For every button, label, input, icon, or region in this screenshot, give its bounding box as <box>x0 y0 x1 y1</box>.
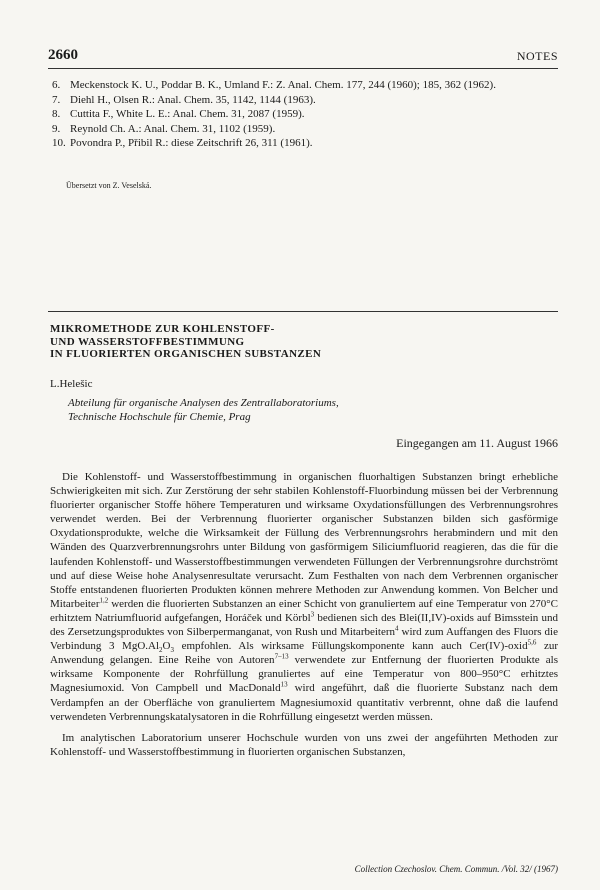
translator-note: Übersetzt von Z. Veselská. <box>66 181 152 190</box>
reference-list <box>52 78 558 151</box>
reference-item: 7. Diehl H., Olsen R.: Anal. Chem. 35, 1142, 1144 (1963). <box>52 93 316 106</box>
journal-footer: Collection Czechoslov. Chem. Commun. /Vol. 32/ (1967) <box>354 864 558 874</box>
paragraph: Im analytischen Laboratorium unserer Hochschule wurden von uns zwei der angeführten Methoden zur Kohlenstoff- und Wasserstoffbestimmung in fluorierten organischen Substanzen, <box>50 731 558 758</box>
reference-item: 8. Cuttita F., White L. E.: Anal. Chem. 31, 2087 (1959). <box>52 108 305 120</box>
author-name: L.Helešic <box>50 378 93 390</box>
running-header <box>48 47 558 65</box>
reference-item: 10. Povondra P., Přibil R.: diese Zeitschrift 26, 311 (1961). <box>52 137 313 149</box>
article-body <box>50 470 558 766</box>
header-rule <box>48 68 558 69</box>
page-number: 2660 <box>48 47 78 63</box>
reference-item: 9. Reynold Ch. A.: Anal. Chem. 31, 1102 (1959). <box>52 122 276 135</box>
received-date: Eingegangen am 11. August 1966 <box>396 436 558 450</box>
paragraph: Die Kohlenstoff- und Wasserstoffbestimmung in organischen fluorhaltigen Substanzen bringt erhebliche Schwierigkeiten mit sich. Zur Zerstörung der sehr stabilen Kohlenstoff-Fluorbindung müssen bei der Verbrennung fluorierter organischer Stoffe höhere Temperaturen und wirksame Oxydationsfüllungen des Verbrennungsrohres verwendet werden. Bei der Verbrennung fluorierter organischer Substanzen bilden sich gasförmige Oxydationsprodukte, welche die Wirksamkeit der Füllung des Verbrennungsrohrs herabmindern und mit den Wänden des Quarzverbrennungsrohrs unter Bildung von gasförmigem Siliciumfluorid reagieren, das die für die laufenden Kohlenstoff- und Wasserstoffbestimmungen verwendeten Füllungen der Verbrennungsrohre durchströmt und auf diese Weise hohe Analysenresultate verursacht. Zum Festhalten von nach dem Verbrennen organischer Stoffe entstandenen fluorierten Produkten können mehrere Methoden zur Anwendung kommen. Von Belcher und Mitarbeiter$^{1,2}$ werden die fluorierten Substanzen an einer Schicht von granuliertem auf eine Temperatur von 270°C erhitztem Natriumfluorid aufgefangen, Horáček und Körbl$^3$ bedienen sich des Blei(II,IV)-oxids auf Bimsstein und des Zersetzungsproduktes von Silberpermanganat, von Rush und Mitarbeitern$^4$ wird zum Auffangen des Fluors die Verbindung 3 $MgO.Al_2O_3$ empfohlen. Als wirksame Füllungskomponente kann auch Cer(IV)-oxid$^{5,6}$ zur Anwendung gelangen. Eine Reihe von Autoren$^{7-13}$ verwendete zur Entfernung der fluorierten Produkte als wirksame Komponente der Rohrfüllung granuliertes auf eine Temperatur von 800–950°C erhitztes Magnesiumoxid. Von Campbell und MacDonald$^{13}$ wird angeführt, daß die fluorierte Substanz nach dem Verdampfen an der Oberfläche von granuliertem Magnesiumoxid quantitativ verbrennt, ohne daß die laufend verwendeten Verbrennungskatalysatoren in die Rohrfüllung eingesetzt werden müssen. <box>50 471 558 723</box>
author-affiliation: Abteilung für organische Analysen des Zentrallaboratoriums, Technische Hochschule für Chemie, Prag <box>68 397 339 423</box>
article-separator-rule <box>48 311 558 312</box>
section-name: NOTES <box>516 49 558 63</box>
reference-item: 6. Meckenstock K. U., Poddar B. K., Umland F.: Z. Anal. Chem. 177, 244 (1960); 185, 362 (1962). <box>52 79 496 91</box>
article-title: MIKROMETHODE ZUR KOHLENSTOFF- UND WASSERSTOFFBESTIMMUNG IN FLUORIERTEN ORGANISCHEN SUBSTANZEN <box>50 323 322 360</box>
